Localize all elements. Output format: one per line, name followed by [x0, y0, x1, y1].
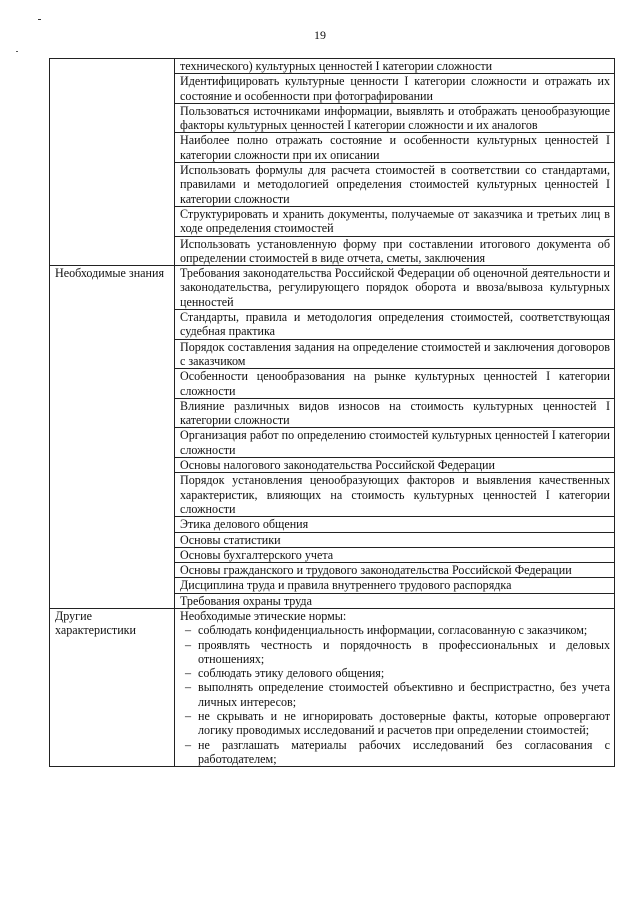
list-item: – проявлять честность и порядочность в профессиональных и деловых отношениях; [180, 638, 610, 667]
section-label [50, 59, 175, 266]
requirement-item: Порядок установления ценообразующих факторов и выявления качественных характеристик, влияющих на стоимость культурных ценностей I категории сложности [175, 473, 615, 517]
requirement-item: Особенности ценообразования на рынке культурных ценностей I категории сложности [175, 369, 615, 399]
list-item: – не разглашать материалы рабочих исследований без согласования с работодателем; [180, 738, 610, 767]
table-row [50, 608, 615, 766]
requirement-item: Порядок составления задания на определение стоимостей и заключения договоров с заказчиком [175, 339, 615, 369]
requirement-item: Структурировать и хранить документы, получаемые от заказчика и третьих лиц в ходе определения стоимостей [175, 206, 615, 236]
requirement-item: Идентифицировать культурные ценности I категории сложности и отражать их состояние и особенности при фотографировании [175, 74, 615, 104]
requirement-item: Пользоваться источниками информации, выявлять и отображать ценообразующие факторы культурных ценностей I категории сложности и их аналогов [175, 103, 615, 133]
requirement-item: Наиболее полно отражать состояние и особенности культурных ценностей I категории сложности при их описании [175, 133, 615, 163]
requirement-item: Использовать установленную форму при составлении итогового документа об определении стоимостей в виде отчета, сметы, заключения [175, 236, 615, 266]
page-number: 19 [314, 28, 326, 42]
requirements-table [49, 58, 615, 767]
ethics-cell [175, 608, 615, 766]
requirement-item: Влияние различных видов износов на стоимость культурных ценностей I категории сложности [175, 398, 615, 428]
ethics-intro: Необходимые этические нормы: [180, 608, 347, 623]
table-row [50, 266, 615, 310]
requirement-item: Основы бухгалтерского учета [175, 547, 615, 562]
list-item: – соблюдать конфиденциальность информации, согласованную с заказчиком; [180, 623, 610, 637]
list-item: – не скрывать и не игнорировать достоверные факты, которые опровергают логику проводимых исследований и расчетов при определении стоимостей; [180, 709, 610, 738]
requirement-item: технического) культурных ценностей I категории сложности [175, 59, 615, 74]
requirement-item: Основы статистики [175, 532, 615, 547]
scan-mark [38, 19, 41, 20]
list-item: – соблюдать этику делового общения; [180, 666, 610, 680]
ethics-list [180, 623, 610, 766]
requirement-item: Стандарты, правила и методология определения стоимостей, соответствующая судебная практика [175, 310, 615, 340]
requirement-item: Этика делового общения [175, 517, 615, 532]
scan-mark [16, 51, 18, 52]
requirement-item: Организация работ по определению стоимостей культурных ценностей I категории сложности [175, 428, 615, 458]
requirement-item: Основы гражданского и трудового законодательства Российской Федерации [175, 563, 615, 578]
section-label: Необходимые знания [50, 266, 175, 609]
section-label: Другие характеристики [50, 608, 175, 766]
table-row [50, 59, 615, 74]
requirement-item: Использовать формулы для расчета стоимостей в соответствии со стандартами, правилами и методологией определения стоимостей культурных ценностей I категории сложности [175, 163, 615, 207]
requirement-item: Дисциплина труда и правила внутреннего трудового распорядка [175, 578, 615, 593]
requirement-item: Требования законодательства Российской Федерации об оценочной деятельности и законодательства, регулирующего порядок оборота и ввоза/вывоза культурных ценностей [175, 266, 615, 310]
list-item: – выполнять определение стоимостей объективно и беспристрастно, без учета личных интересов; [180, 680, 610, 709]
requirement-item: Основы налогового законодательства Российской Федерации [175, 458, 615, 473]
requirement-item: Требования охраны труда [175, 593, 615, 608]
